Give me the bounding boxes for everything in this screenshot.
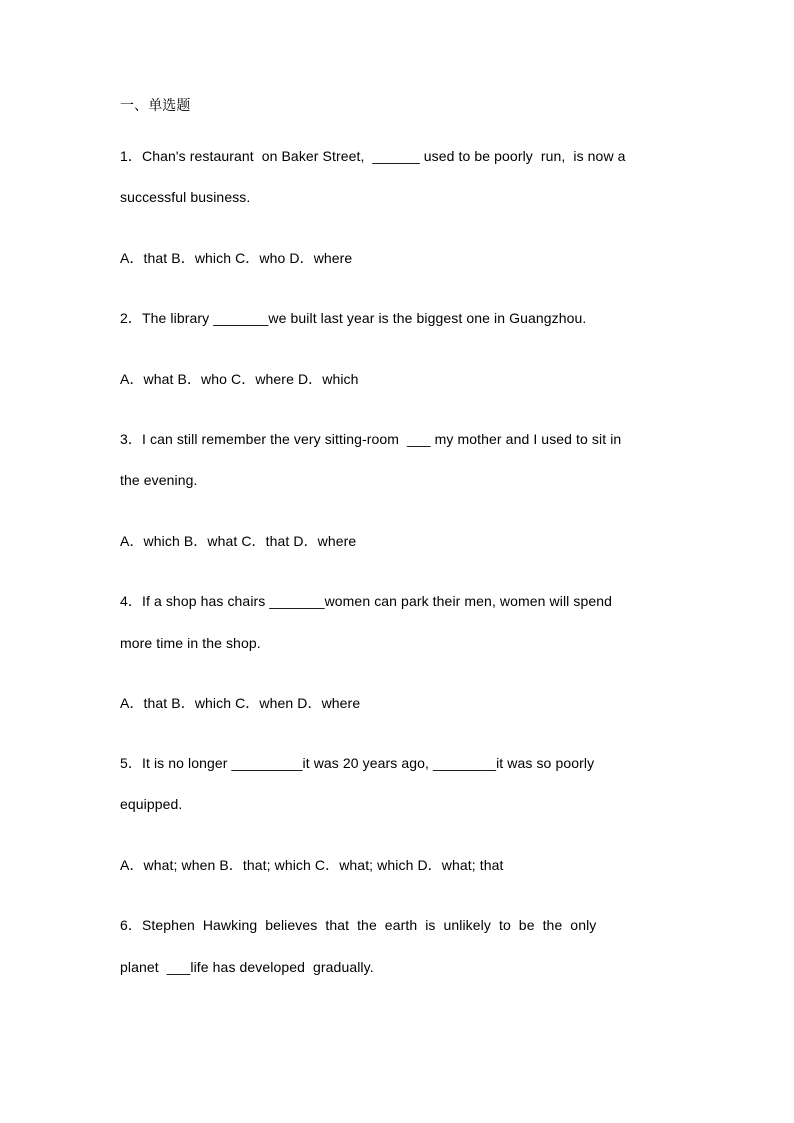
question-3-line-2: the evening.: [120, 472, 198, 488]
question-3-options: A．which B．what C．that D．where: [120, 533, 357, 549]
section-heading: 一、单选题: [120, 98, 191, 114]
question-4-options: A．that B．which C．when D．where: [120, 695, 361, 711]
question-4-line-2: more time in the shop.: [120, 635, 261, 651]
question-3-line-1: 3．I can still remember the very sitting-room ___ my mother and I used to sit in: [120, 431, 622, 447]
question-5-line-2: equipped.: [120, 796, 183, 812]
question-2-options: A．what B．who C．where D．which: [120, 371, 359, 387]
question-1-options: A．that B．which C．who D．where: [120, 250, 353, 266]
question-1-line-2: successful business.: [120, 189, 251, 205]
question-5-options: A．what; when B．that; which C．what; which D．what; that: [120, 857, 504, 873]
question-4-line-1: 4．If a shop has chairs _______women can park their men, women will spend: [120, 593, 613, 609]
question-1-line-1: 1．Chan's restaurant on Baker Street, ______ used to be poorly run, is now a: [120, 148, 626, 164]
question-5-line-1: 5．It is no longer _________it was 20 years ago, ________it was so poorly: [120, 755, 595, 771]
question-2-line-1: 2．The library _______we built last year is the biggest one in Guangzhou.: [120, 310, 587, 326]
question-6-line-1: 6．Stephen Hawking believes that the earth is unlikely to be the only: [120, 917, 597, 933]
question-6-line-2: planet ___life has developed gradually.: [120, 959, 374, 975]
